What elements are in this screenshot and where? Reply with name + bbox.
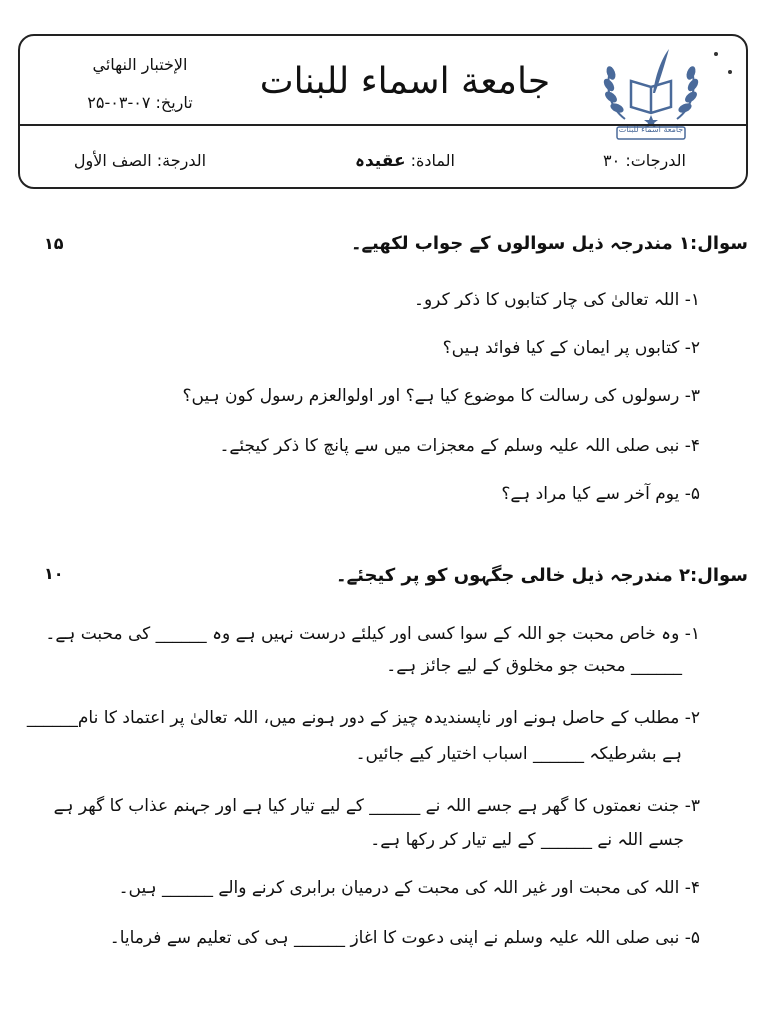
grade-label: الدرجة: <box>156 151 207 170</box>
grade-value: الصف الأول <box>73 151 152 170</box>
question-1-item: ۴- نبی صلی اللہ علیہ وسلم کے معجزات میں سے پانچ کا ذکر کیجئے۔ <box>219 436 700 456</box>
question-1-item: ۵- یوم آخر سے کیا مراد ہے؟ <box>501 484 700 504</box>
grade <box>60 149 220 173</box>
fill-in-line: ۲- مطلب کے حاصل ہونے اور ناپسندیدہ چیز کے دور ہونے میں، اللہ تعالیٰ پر اعتماد کا نام______ <box>26 708 700 728</box>
header-box <box>18 34 748 189</box>
subject <box>305 149 505 173</box>
subject-value: عقیدہ <box>354 151 406 171</box>
exam-date: تاریخ: ۰۷-۰۳-۲۵ <box>87 93 193 112</box>
question-1-heading: سوال:۱ مندرجہ ذیل سوالوں کے جواب لکھیے۔ <box>350 233 748 254</box>
fill-in-line: جسے اللہ نے ______ کے لیے تیار کر رکھا ہے۔ <box>370 830 684 850</box>
total-marks <box>603 149 686 173</box>
fill-in-line: ۵- نبی صلی اللہ علیہ وسلم نے اپنی دعوت کا اغاز ______ ہی کی تعلیم سے فرمایا۔ <box>109 928 700 948</box>
university-name: جامعة اسماء للبنات <box>259 61 551 102</box>
fill-in-line: ______ محبت جو مخلوق کے لیے جائز ہے۔ <box>386 656 682 676</box>
question-1-item: ۳- رسولوں کی رسالت کا موضوع کیا ہے؟ اور اولوالعزم رسول کون ہیں؟ <box>182 386 700 406</box>
header-divider <box>20 124 746 126</box>
exam-title: الإختبار النهائي <box>92 55 188 74</box>
question-1-marks: ۱۵ <box>44 234 64 253</box>
decorative-dots <box>712 50 736 78</box>
fill-in-line: ۴- اللہ کی محبت اور غیر اللہ کی محبت کے درمیان برابری کرنے والے ______ ہیں۔ <box>118 878 700 898</box>
fill-in-line: ۳- جنت نعمتوں کا گھر ہے جسے اللہ نے ______ کے لیے تیار کیا ہے اور جہنم عذاب کا گھر ہے <box>53 796 700 816</box>
marks-value: ۳۰ <box>603 151 621 170</box>
marks-label: الدرجات: <box>625 151 686 170</box>
question-1-item: ۲- کتابوں پر ایمان کے کیا فوائد ہیں؟ <box>442 338 700 358</box>
fill-in-line: ہے بشرطیکہ ______ اسباب اختیار کیے جائیں۔ <box>355 744 682 764</box>
question-2-heading: سوال:۲ مندرجہ ذیل خالی جگہوں کو پر کیجئے۔ <box>336 565 748 586</box>
fill-in-line: ۱- وہ خاص محبت جو اللہ کے سوا کسی اور کیلئے درست نہیں ہے وہ ______ کی محبت ہے۔ <box>45 624 700 644</box>
question-2-marks: ۱۰ <box>44 564 64 583</box>
question-1-item: ۱- اللہ تعالیٰ کی چار کتابوں کا ذکر کرو۔ <box>414 290 700 310</box>
subject-label: المادة: <box>410 151 455 170</box>
logo-caption: جامعة اسماء للبنات <box>618 125 684 134</box>
